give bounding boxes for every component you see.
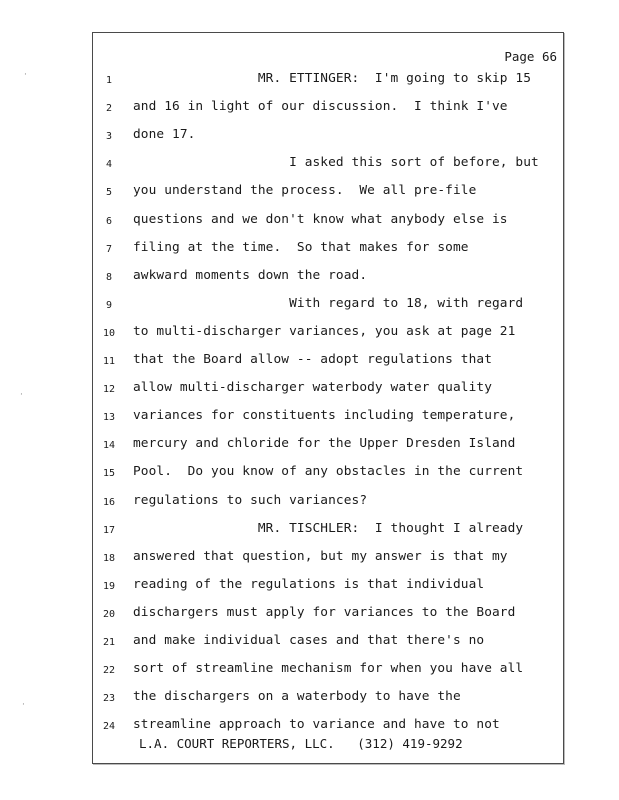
line-text: MR. TISCHLER: I thought I already: [133, 520, 524, 536]
line-number: 3: [105, 131, 113, 143]
transcript-line: [93, 408, 563, 428]
transcript-line: [93, 549, 563, 569]
line-text: the dischargers on a waterbody to have the: [133, 689, 461, 705]
line-text: MR. ETTINGER: I'm going to skip 15: [133, 71, 532, 86]
transcript-line: [93, 212, 563, 232]
line-text: dischargers must apply for variances to the Board: [133, 604, 516, 620]
line-text: answered that question, but my answer is that my: [133, 548, 508, 564]
line-number: 2: [105, 103, 113, 115]
transcript-line: [93, 99, 563, 119]
transcript-line: [93, 183, 563, 203]
transcript-line: [93, 521, 563, 541]
transcript-line: [93, 71, 563, 91]
line-number: 5: [105, 187, 113, 199]
transcript-line: [93, 689, 563, 709]
transcript-line: [93, 268, 563, 288]
line-text: I asked this sort of before, but: [133, 155, 539, 171]
line-number: 9: [105, 299, 113, 311]
line-number: 18: [102, 552, 116, 564]
transcript-line: [93, 240, 563, 260]
line-text: reading of the regulations is that individual: [133, 576, 485, 592]
transcript-line: [93, 127, 563, 147]
line-number: 11: [102, 356, 116, 367]
transcript-line: [93, 717, 563, 737]
transcript-line: [93, 296, 563, 316]
line-text: questions and we don't know what anybody else is: [133, 211, 508, 227]
line-text: With regard to 18, with regard: [133, 295, 524, 311]
transcript-line: [93, 661, 563, 681]
line-number: 1: [105, 75, 113, 86]
line-number: 13: [102, 412, 116, 424]
line-text: allow multi-discharger waterbody water quality: [133, 380, 493, 396]
line-number: 17: [102, 524, 116, 536]
line-number: 6: [105, 215, 113, 227]
transcript-line: [93, 352, 563, 372]
transcript-page: [92, 32, 564, 764]
line-text: Pool. Do you know of any obstacles in the current: [133, 464, 524, 480]
line-text: mercury and chloride for the Upper Dresden Island: [133, 436, 516, 452]
line-text: that the Board allow -- adopt regulations that: [133, 352, 493, 367]
line-text: filing at the time. So that makes for some: [133, 239, 469, 255]
transcript-line: [93, 155, 563, 175]
reporter-footer: L.A. COURT REPORTERS, LLC. (312) 419-9292: [139, 736, 463, 751]
line-text: done 17.: [133, 127, 196, 143]
line-number: 24: [102, 721, 116, 733]
line-number: 22: [102, 665, 116, 677]
line-text: to multi-discharger variances, you ask at page 21: [133, 323, 516, 339]
transcript-line: [93, 605, 563, 625]
line-number: 4: [105, 159, 113, 171]
line-text: you understand the process. We all pre-file: [133, 183, 477, 199]
transcript-line: [93, 464, 563, 484]
transcript-line: [93, 633, 563, 653]
transcript-line: [93, 436, 563, 456]
line-text: and make individual cases and that there's no: [133, 633, 485, 648]
line-text: and 16 in light of our discussion. I think I've: [133, 99, 508, 115]
line-number: 15: [102, 468, 116, 480]
line-number: 12: [102, 384, 116, 396]
transcript-line: [93, 577, 563, 597]
line-number: 19: [102, 580, 116, 592]
line-number: 14: [102, 440, 116, 452]
transcript-line: [93, 324, 563, 344]
line-number: 8: [105, 271, 113, 283]
line-number: 21: [102, 637, 116, 648]
line-number: 23: [102, 693, 116, 705]
line-text: variances for constituents including temperature,: [133, 408, 516, 424]
transcript-line: [93, 493, 563, 513]
transcript-line: [93, 380, 563, 400]
scan-speck: ·: [24, 70, 27, 80]
scan-speck: ·: [20, 390, 23, 400]
line-number: 10: [102, 327, 116, 339]
line-text: streamline approach to variance and have to not: [133, 717, 500, 733]
line-number: 16: [102, 496, 116, 508]
scan-speck: ·: [22, 700, 25, 710]
line-text: regulations to such variances?: [133, 492, 368, 508]
line-text: sort of streamline mechanism for when you have all: [133, 661, 524, 677]
line-number: 20: [102, 608, 116, 620]
line-text: awkward moments down the road.: [133, 267, 368, 283]
page-number: Page 66: [504, 49, 557, 64]
line-number: 7: [105, 243, 113, 255]
